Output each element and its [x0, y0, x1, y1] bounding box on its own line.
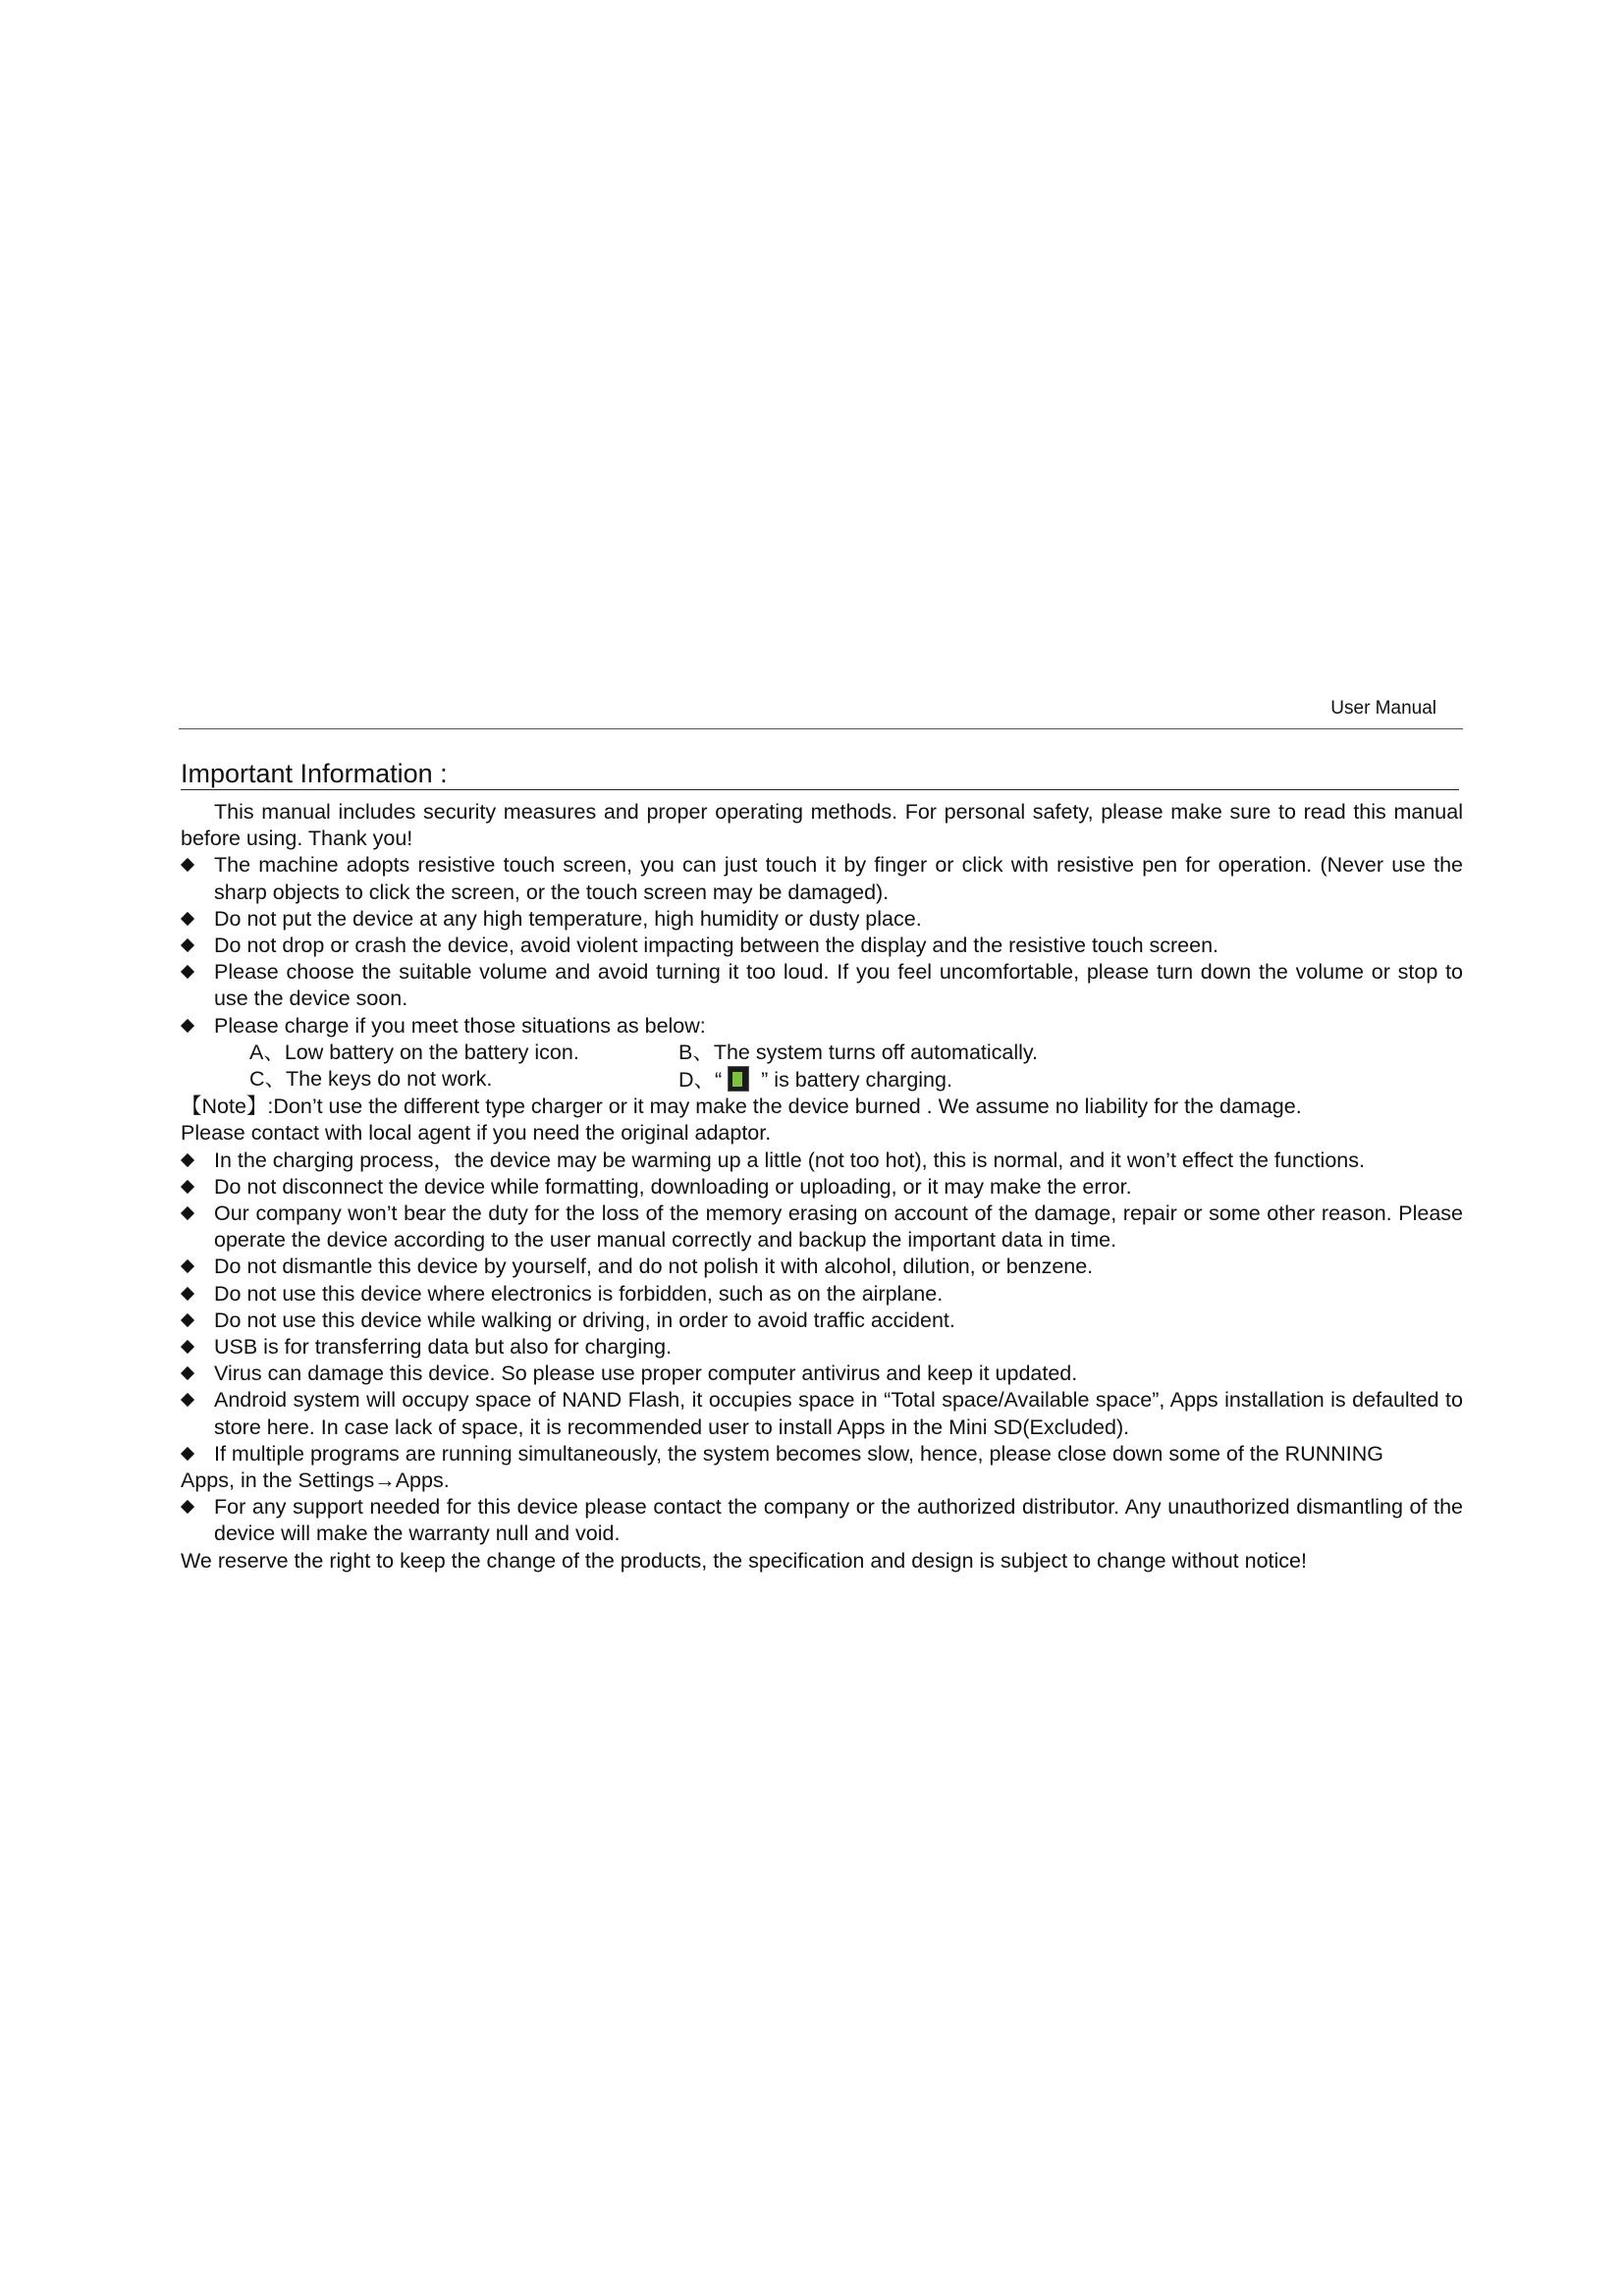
situation-a: A、Low battery on the battery icon.: [249, 1040, 579, 1064]
intro-paragraph: This manual includes security measures and proper operating methods. For personal safety, please make sure to read this manual before using. Thank you!: [181, 800, 1463, 851]
content-body: [181, 799, 1463, 1575]
battery-charging-icon: [728, 1066, 749, 1092]
list-item: Do not dismantle this device by yourself, and do not polish it with alcohol, dilution, or benzene.: [181, 1254, 1463, 1280]
closing-statement: We reserve the right to keep the change of the products, the specification and design is subject to change without notice!: [181, 1548, 1307, 1573]
list-item: Do not use this device where electronics is forbidden, such as on the airplane.: [181, 1281, 1463, 1308]
note-line: 【Note】:Don’t use the different type charger or it may make the device burned . We assume no liability for the damage.: [181, 1095, 1302, 1119]
list-item: Do not put the device at any high temperature, high humidity or dusty place.: [181, 906, 1463, 933]
list-item: USB is for transferring data but also for charging.: [181, 1334, 1463, 1361]
diamond-bullet-icon: [181, 1313, 194, 1327]
list-item: In the charging process，the device may be warming up a little (not too hot), this is normal, and it won’t effect the functions.: [181, 1148, 1463, 1174]
charge-situations-row: [249, 1040, 1463, 1066]
diamond-bullet-icon: [181, 1206, 194, 1220]
list-item-continuation: Apps, in the Settings→Apps.: [181, 1468, 450, 1493]
list-item: Please choose the suitable volume and avoid turning it too loud. If you feel uncomfortable, please turn down the volume or stop to use the device soon.: [181, 959, 1463, 1012]
list-item: Our company won’t bear the duty for the loss of the memory erasing on account of the damage, repair or some other reason. Please operate the device according to the user manual correctly and backup the important data in time.: [181, 1201, 1463, 1254]
situation-c: C、The keys do not work.: [249, 1067, 493, 1092]
list-item: Do not use this device while walking or driving, in order to avoid traffic accident.: [181, 1308, 1463, 1334]
diamond-bullet-icon: [181, 1366, 194, 1380]
note-line: Please contact with local agent if you need the original adaptor.: [181, 1121, 772, 1146]
diamond-bullet-icon: [181, 1153, 194, 1167]
header-title: User Manual: [1330, 698, 1436, 719]
list-item: If multiple programs are running simultaneously, the system becomes slow, hence, please close down some of the RUNNING: [181, 1441, 1463, 1468]
diamond-bullet-icon: [181, 1393, 194, 1407]
diamond-bullet-icon: [181, 1180, 194, 1194]
list-item: For any support needed for this device please contact the company or the authorized distributor. Any unauthorized dismantling of the device will make the warranty null and void.: [181, 1494, 1463, 1547]
diamond-bullet-icon: [181, 1287, 194, 1301]
diamond-bullet-icon: [181, 938, 194, 952]
list-item: Please charge if you meet those situations as below:: [181, 1013, 1463, 1040]
diamond-bullet-icon: [181, 965, 194, 979]
diamond-bullet-icon: [181, 1259, 194, 1273]
diamond-bullet-icon: [181, 858, 194, 872]
diamond-bullet-icon: [181, 1340, 194, 1354]
section-title: Important Information :: [181, 759, 448, 788]
section-title-underline: [181, 789, 1459, 790]
diamond-bullet-icon: [181, 1500, 194, 1514]
list-item: Do not drop or crash the device, avoid violent impacting between the display and the resistive touch screen.: [181, 933, 1463, 959]
list-item: The machine adopts resistive touch screen, you can just touch it by finger or click with resistive pen for operation. (Never use the sharp objects to click the screen, or the touch screen may be damaged).: [181, 852, 1463, 905]
list-item: Android system will occupy space of NAND Flash, it occupies space in “Total space/Available space”, Apps installation is defaulted to store here. In case lack of space, it is recommended user to install Apps in the Mini SD(Excluded).: [181, 1387, 1463, 1440]
situation-b: B、The system turns off automatically.: [678, 1040, 1039, 1064]
diamond-bullet-icon: [181, 1019, 194, 1033]
list-item: Do not disconnect the device while formatting, downloading or uploading, or it may make the error.: [181, 1174, 1463, 1201]
charge-situations-row: [249, 1066, 1463, 1094]
list-item: Virus can damage this device. So please use proper computer antivirus and keep it updated.: [181, 1361, 1463, 1387]
header-divider: [179, 728, 1463, 729]
situation-d: D、“ ” is battery charging.: [678, 1068, 952, 1093]
diamond-bullet-icon: [181, 1447, 194, 1461]
diamond-bullet-icon: [181, 912, 194, 926]
